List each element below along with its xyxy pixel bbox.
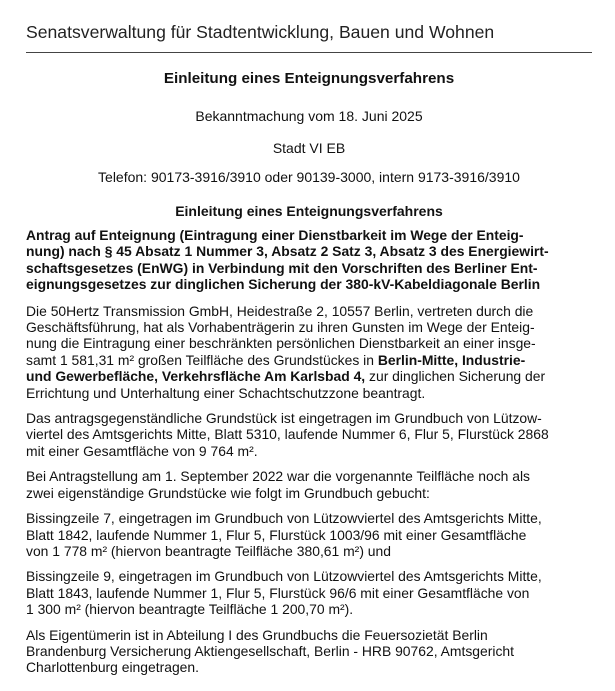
text-line: zur dinglichen Sicherung der [365, 368, 546, 385]
lead-line: schaftsgesetzes (EnWG) in Verbindung mit den Vorschriften des Berliner Ent- [26, 259, 538, 276]
text-line: Blatt 1843, laufende Nummer 1, Flur 5, Flurstück 96/6 mit einer Gesamtfläche von [26, 584, 530, 601]
property-location-bold: Berlin-Mitte, Industrie- [377, 351, 526, 368]
agency-header: Senatsverwaltung für Stadtentwicklung, Bauen und Wohnen [26, 20, 592, 53]
phone-line: Telefon: 90173-3916/3910 oder 90139-3000, intern 9173-3916/3910 [98, 169, 520, 185]
text-line: Blatt 1842, laufende Nummer 1, Flur 5, Flurstück 1003/96 mit einer Gesamtfläche [26, 526, 527, 543]
property-location-bold: und Gewerbefläche, Verkehrsfläche Am Karlsbad 4, [26, 368, 366, 385]
text-line: Charlottenburg eingetragen. [26, 659, 199, 676]
paragraph-application-date [26, 468, 592, 501]
text-line: Geschäftsführung, hat als Vorhabenträgerin zu ihren Gunsten im Wege der Enteig- [26, 319, 535, 336]
notice-body [26, 227, 592, 685]
section-subtitle: Einleitung eines Enteignungsverfahrens [175, 203, 443, 219]
paragraph-bissingzeile-9 [26, 568, 592, 617]
text-line: Bissingzeile 7, eingetragen im Grundbuch von Lützowviertel des Amtsgerichts Mitte, [26, 510, 542, 527]
notice-title: Einleitung eines Enteignungsverfahrens [163, 70, 455, 87]
paragraph-land-register [26, 410, 592, 459]
text-line: Die 50Hertz Transmission GmbH, Heidestraße 2, 10557 Berlin, vertreten durch die [26, 302, 534, 319]
lead-line: Antrag auf Enteignung (Eintragung einer Dienstbarkeit im Wege der Enteig- [26, 227, 524, 243]
text-line: 1 300 m² (hiervon beantragte Teilfläche 1 200,70 m²). [26, 601, 354, 618]
text-line: Brandenburg Versicherung Aktiengesellschaft, Berlin - HRB 90762, Amtsgericht [26, 642, 514, 659]
text-line: nung die Eintragung einer beschränkten persönlichen Dienstbarkeit an einer insge- [26, 335, 536, 352]
paragraph-bissingzeile-7 [26, 510, 592, 559]
lead-line: nung) nach § 45 Absatz 1 Nummer 3, Absatz 2 Satz 3, Absatz 3 des Energiewirt- [26, 243, 549, 260]
publication-date: Bekanntmachung vom 18. Juni 2025 [195, 108, 423, 124]
paragraph-applicant [26, 303, 592, 401]
text-line: Als Eigentümerin ist in Abteilung I des Grundbuchs die Feuersozietät Berlin [26, 626, 488, 643]
text-line: Das antragsgegenständliche Grundstück ist eingetragen im Grundbuch von Lützow- [26, 410, 542, 427]
text-line: Errichtung und Unterhaltung einer Schachtschutzzone beantragt. [26, 384, 426, 401]
lead-paragraph [26, 227, 592, 293]
lead-line: eignungsgesetzes zur dinglichen Sicherung der 380-kV-Kabeldiagonale Berlin [26, 276, 541, 293]
text-line: samt 1 581,31 m² großen Teilfläche des Grundstückes in [26, 351, 378, 368]
paragraph-owner [26, 627, 592, 676]
office-code: Stadt VI EB [272, 140, 346, 156]
text-line: Bissingzeile 9, eingetragen im Grundbuch von Lützowviertel des Amtsgerichts Mitte, [26, 568, 542, 585]
text-line: Bei Antragstellung am 1. September 2022 war die vorgenannte Teilfläche noch als [26, 468, 530, 485]
text-line: mit einer Gesamtfläche von 9 764 m². [26, 442, 258, 459]
text-line: zwei eigenständige Grundstücke wie folgt im Grundbuch gebucht: [26, 484, 430, 501]
text-line: von 1 778 m² (hiervon beantragte Teilfläche 380,61 m²) und [26, 542, 391, 559]
text-line: viertel des Amtsgerichts Mitte, Blatt 5310, laufende Nummer 6, Flur 5, Flurstück 2868 [26, 426, 549, 443]
